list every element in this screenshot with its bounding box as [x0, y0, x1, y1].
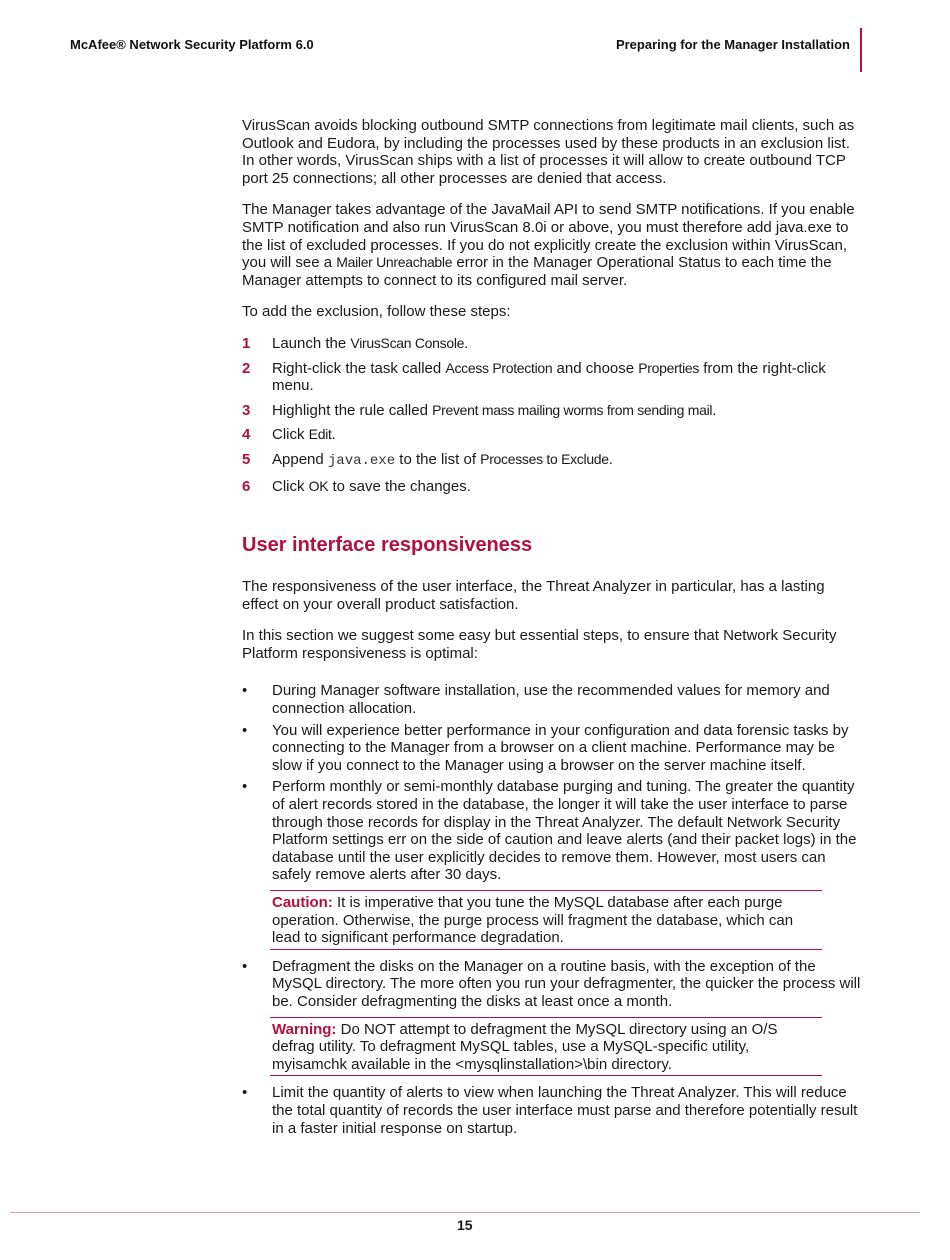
- step-command: Prevent mass mailing worms from sending mail: [432, 401, 713, 418]
- header-chapter-title: Preparing for the Manager Installation: [615, 37, 850, 52]
- section-paragraph-1: The responsiveness of the user interface, the Threat Analyzer in particular, has a lasting effect on your overall product satisfaction.: [242, 578, 825, 613]
- bullet-glyph: •: [242, 682, 248, 700]
- step-text: from the right-click menu.: [272, 359, 826, 395]
- step-number: 5: [242, 450, 251, 468]
- bullet-list: [242, 682, 864, 1137]
- header-accent-bar: [860, 28, 862, 72]
- step-item: [242, 426, 864, 444]
- warning-note: [270, 1017, 822, 1077]
- step-text: Append: [272, 450, 328, 468]
- intro-paragraph-1: VirusScan avoids blocking outbound SMTP connections from legitimate mail clients, such as Outlook and Eudora, by including the processes used by these products in an exclusion list. In other words, VirusScan ships with a list of processes it will allow to create outbound TCP port 25 connections; all other processes are denied that access.: [242, 117, 855, 187]
- step-text: .: [464, 334, 469, 352]
- warning-text: Do NOT attempt to defragment the MySQL directory using an O/S defrag utility. To defragment MySQL tables, use a MySQL-specific utility, myisamchk available in the <mysqlinstallation>\bin directory.: [272, 1020, 778, 1073]
- bullet-item: [242, 778, 864, 949]
- step-item: [242, 402, 864, 420]
- bullet-text: During Manager software installation, use the recommended values for memory and connection allocation.: [272, 682, 830, 718]
- bullet-glyph: •: [242, 1084, 248, 1102]
- bullet-glyph: •: [242, 778, 248, 796]
- step-text: .: [331, 426, 336, 444]
- intro-paragraph-3: To add the exclusion, follow these steps:: [242, 303, 511, 321]
- step-command: Properties: [638, 359, 700, 376]
- page-number: 15: [457, 1217, 473, 1233]
- bullet-glyph: •: [242, 721, 248, 739]
- bullet-text: Perform monthly or semi-monthly database purging and tuning. The greater the quantity of alert records stored in the database, the longer it will take the user interface to parse through those records for display in the Threat Analyzer. The default Network Security Platform settings err on the side of caution and leave alerts (and their packet logs) in the database until the user explicitly decides to remove them. However, most users can safely remove alerts after 30 days.: [272, 778, 857, 884]
- intro-paragraph-2: [242, 201, 864, 289]
- caution-text: It is imperative that you tune the MySQL database after each purge operation. Otherwise, the purge process will fragment the database, which can lead to significant performance degradation.: [272, 894, 794, 947]
- step-command: Edit: [308, 426, 332, 443]
- steps-list: [242, 335, 864, 495]
- header-product-title: McAfee® Network Security Platform 6.0: [70, 37, 314, 52]
- step-item: [242, 335, 864, 353]
- step-command: Access Protection: [445, 359, 553, 376]
- step-item: [242, 360, 864, 395]
- step-number: 2: [242, 359, 251, 377]
- bullet-item: [242, 722, 864, 775]
- step-code: java.exe: [327, 452, 396, 469]
- bullet-item: [242, 1084, 864, 1137]
- step-item: [242, 478, 864, 496]
- step-text: Click: [272, 426, 309, 444]
- caution-label: Caution:: [272, 894, 333, 911]
- bullet-glyph: •: [242, 957, 248, 975]
- step-text: Launch the: [272, 334, 351, 352]
- step-number: 1: [242, 334, 251, 352]
- bullet-text: You will experience better performance in your configuration and data forensic tasks by connecting to the Manager from a browser on a client machine. Performance may be slow if you connect to the Manager using a browser on the server machine itself.: [272, 721, 849, 774]
- step-text: Click: [272, 477, 309, 495]
- section-paragraph-2: In this section we suggest some easy but essential steps, to ensure that Network Security Platform responsiveness is optimal:: [242, 627, 837, 662]
- step-item: [242, 451, 864, 471]
- step-command: Processes to Exclude: [480, 450, 609, 467]
- step-number: 4: [242, 426, 251, 444]
- step-text: and choose: [552, 359, 639, 377]
- step-text: Highlight the rule called: [272, 401, 433, 419]
- step-number: 6: [242, 477, 251, 495]
- intro-p2-command: Mailer Unreachable: [336, 254, 453, 271]
- caution-note: [270, 890, 822, 950]
- step-command: VirusScan Console: [350, 334, 465, 351]
- footer-divider: [10, 1212, 920, 1213]
- step-command: OK: [308, 477, 329, 494]
- warning-label: Warning:: [272, 1020, 337, 1038]
- step-text: to save the changes.: [328, 477, 471, 495]
- step-text: Right-click the task called: [272, 359, 446, 377]
- intro-p2-text-b: error in the Manager Operational Status to each time the Manager attempts to connect to its configured mail server.: [242, 254, 832, 289]
- step-number: 3: [242, 401, 251, 419]
- bullet-item: [242, 958, 864, 1077]
- section-heading: User interface responsiveness: [242, 534, 533, 557]
- step-text: .: [712, 401, 717, 419]
- step-text: to the list of: [395, 450, 481, 468]
- bullet-text: Defragment the disks on the Manager on a routine basis, with the exception of the MySQL directory. The more often you run your defragmenter, the quicker the process will be. Consider defragmenting the disks at least once a month.: [272, 957, 861, 1010]
- page-content: [242, 117, 864, 1141]
- intro-p2-text-a: The Manager takes advantage of the JavaMail API to send SMTP notifications. If you enable SMTP notification and also run VirusScan 8.0i or above, you must therefore add java.exe to the list of excluded processes. If you do not explicitly create the exclusion within VirusScan, you will see a: [242, 201, 855, 272]
- bullet-item: [242, 682, 864, 717]
- step-text: .: [608, 450, 613, 468]
- bullet-text: Limit the quantity of alerts to view when launching the Threat Analyzer. This will reduce the total quantity of records the user interface must parse and therefore potentially result in a faster initial response on startup.: [272, 1084, 858, 1137]
